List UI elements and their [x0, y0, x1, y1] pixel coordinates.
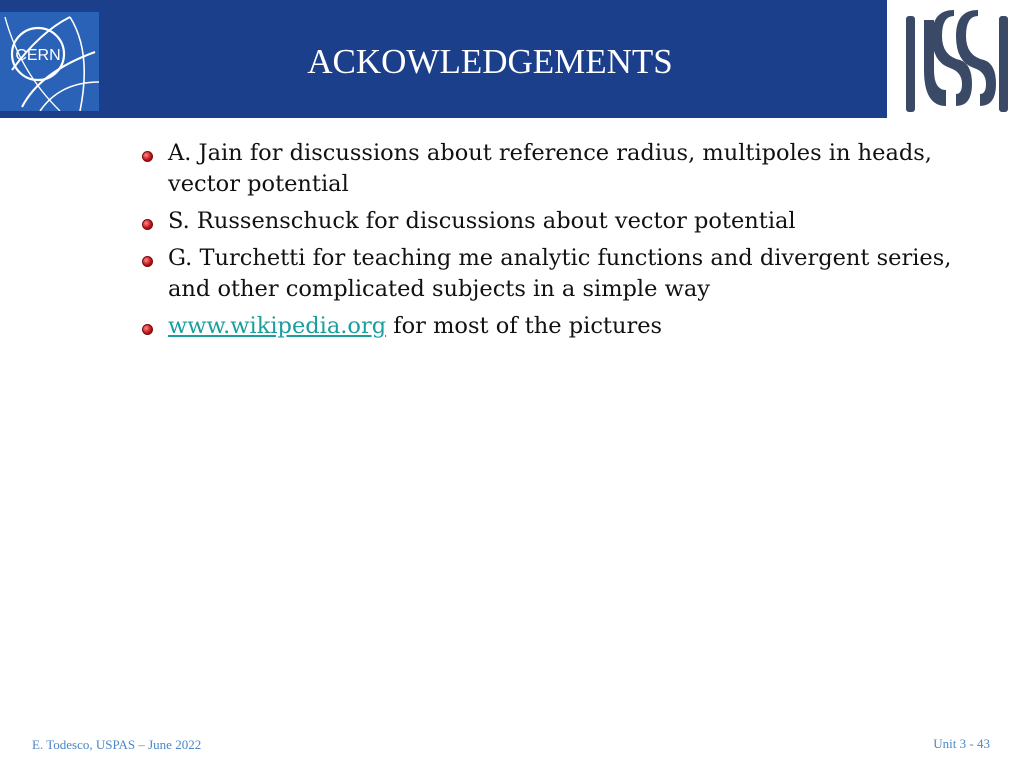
acknowledgement-list — [140, 138, 1000, 348]
bullet-text: A. Jain for discussions about reference radius, multipoles in heads, vector potential — [168, 140, 932, 197]
bullet-icon — [142, 324, 153, 335]
uspas-logo-icon — [904, 10, 1010, 118]
cern-logo-icon — [0, 12, 99, 111]
bullet-text: for most of the pictures — [386, 313, 663, 339]
bullet-icon — [142, 256, 153, 267]
wikipedia-link[interactable]: www.wikipedia.org — [168, 313, 387, 339]
list-item — [140, 138, 1000, 200]
bullet-text: S. Russenschuck for discussions about vector potential — [168, 208, 796, 234]
footer-author: E. Todesco, USPAS – June 2022 — [32, 737, 202, 752]
list-item — [140, 311, 1000, 342]
uspas-logo — [904, 10, 1010, 118]
footer-page-number: Unit 3 - 43 — [933, 736, 990, 751]
bullet-icon — [142, 151, 153, 162]
list-item — [140, 243, 1000, 305]
page-title: ACKOWLEDGEMENTS — [307, 42, 673, 81]
uspas-logo-text: USPAS — [955, 116, 959, 117]
cern-logo-text: CERN — [15, 47, 61, 64]
list-item — [140, 206, 1000, 237]
bullet-text: G. Turchetti for teaching me analytic functions and divergent series, and other complicated subjects in a simple way — [168, 245, 952, 302]
cern-logo — [0, 12, 99, 111]
header-band — [0, 0, 887, 118]
bullet-icon — [142, 219, 153, 230]
